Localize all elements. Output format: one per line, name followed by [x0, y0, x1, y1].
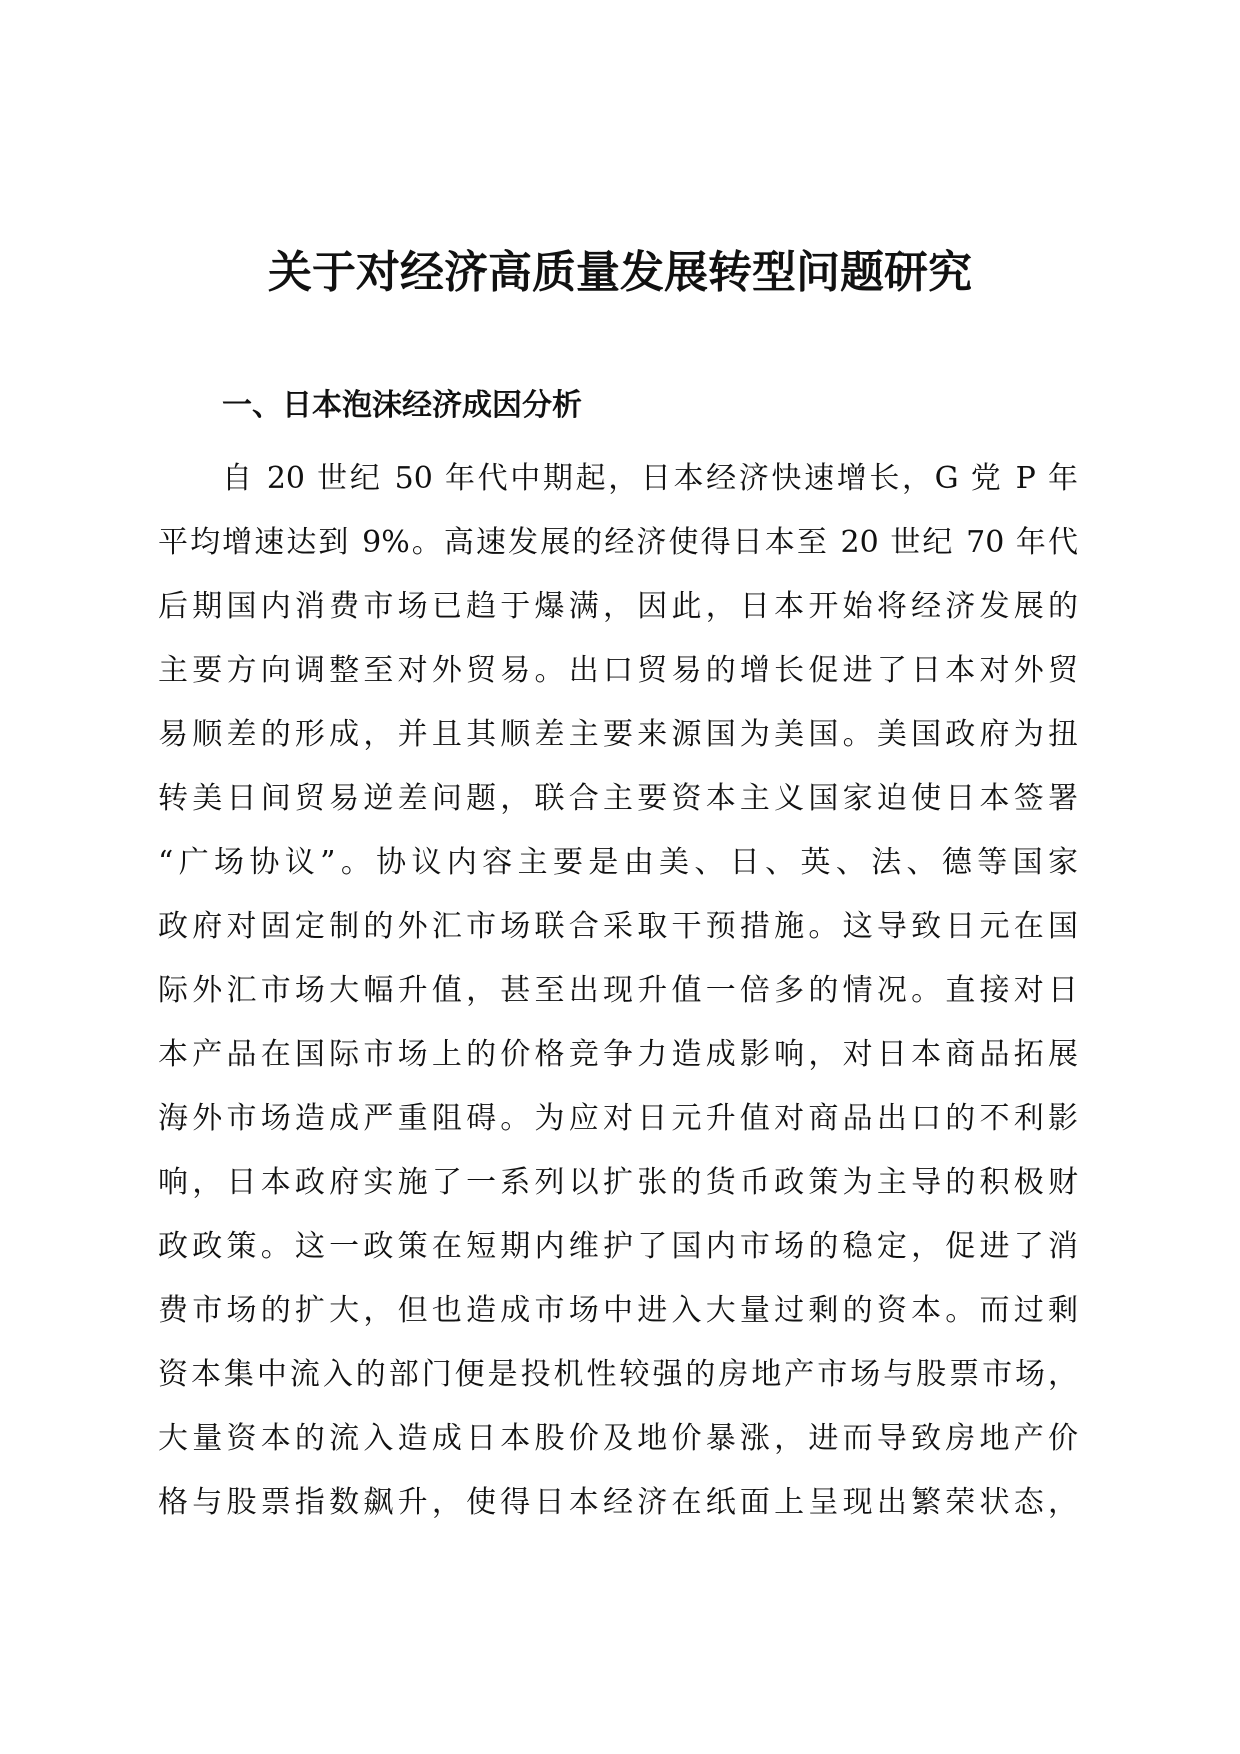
paragraph-line: 主要方向调整至对外贸易。出口贸易的增长促进了日本对外贸 — [158, 653, 1078, 688]
paragraph-line: 转美日间贸易逆差问题，联合主要资本主义国家迫使日本签署 — [158, 781, 1078, 816]
paragraph-line: 易顺差的形成，并且其顺差主要来源国为美国。美国政府为扭 — [158, 717, 1078, 752]
paragraph-line: “广场协议”。协议内容主要是由美、日、英、法、德等国家 — [158, 845, 1078, 880]
paragraph-line: 格与股票指数飙升，使得日本经济在纸面上呈现出繁荣状态， — [158, 1485, 1078, 1520]
paragraph-line: 响，日本政府实施了一系列以扩张的货币政策为主导的积极财 — [158, 1165, 1078, 1200]
section-heading: 一、日本泡沫经济成因分析 — [222, 388, 582, 423]
paragraph-line: 政政策。这一政策在短期内维护了国内市场的稳定，促进了消 — [158, 1229, 1078, 1264]
paragraph-line: 资本集中流入的部门便是投机性较强的房地产市场与股票市场， — [158, 1357, 1078, 1392]
paragraph-line: 大量资本的流入造成日本股价及地价暴涨，进而导致房地产价 — [158, 1421, 1078, 1456]
paragraph-line: 政府对固定制的外汇市场联合采取干预措施。这导致日元在国 — [158, 909, 1078, 944]
paragraph-line: 后期国内消费市场已趋于爆满，因此，日本开始将经济发展的 — [158, 589, 1078, 624]
paragraph-line: 平均增速达到 9%。高速发展的经济使得日本至 20 世纪 70 年代 — [158, 525, 1078, 560]
paragraph-line: 自 20 世纪 50 年代中期起，日本经济快速增长，G 党 P 年 — [222, 461, 1078, 496]
paragraph-line: 费市场的扩大，但也造成市场中进入大量过剩的资本。而过剩 — [158, 1293, 1078, 1328]
paragraph-line: 际外汇市场大幅升值，甚至出现升值一倍多的情况。直接对日 — [158, 973, 1078, 1008]
paragraph-line: 海外市场造成严重阻碍。为应对日元升值对商品出口的不利影 — [158, 1101, 1078, 1136]
document-title: 关于对经济高质量发展转型问题研究 — [268, 247, 972, 298]
paragraph-line: 本产品在国际市场上的价格竞争力造成影响，对日本商品拓展 — [158, 1037, 1078, 1072]
